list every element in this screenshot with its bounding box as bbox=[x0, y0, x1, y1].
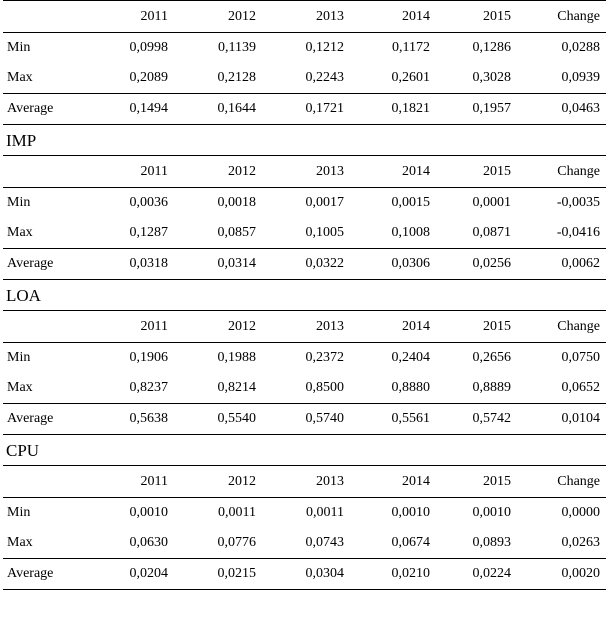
table-cell: 0,5561 bbox=[347, 404, 433, 435]
table-cell: 0,1286 bbox=[472, 40, 511, 55]
table-row bbox=[3, 404, 606, 435]
column-header: 2013 bbox=[259, 156, 347, 188]
table-cell: 0,1005 bbox=[305, 225, 344, 240]
header-label-cell bbox=[3, 466, 107, 498]
column-header: 2013 bbox=[259, 1, 347, 33]
table-cell: 0,0010 bbox=[472, 505, 511, 520]
column-header: 2011 bbox=[107, 1, 171, 33]
table-cell: 0,0010 bbox=[129, 505, 168, 520]
table-cell: 0,2243 bbox=[305, 70, 344, 85]
table-cell: 0,0000 bbox=[561, 505, 600, 520]
row-label: Max bbox=[7, 70, 33, 85]
table-cell: 0,2128 bbox=[217, 70, 256, 85]
table-cell: 0,1644 bbox=[171, 94, 259, 125]
table-cell: 0,0674 bbox=[391, 535, 430, 550]
table-cell: 0,1008 bbox=[391, 225, 430, 240]
column-header: 2014 bbox=[347, 311, 433, 343]
column-header: 2014 bbox=[347, 156, 433, 188]
table-cell: 0,0630 bbox=[129, 535, 168, 550]
table-cell: 0,2656 bbox=[472, 350, 511, 365]
table-cell: 0,2372 bbox=[305, 350, 344, 365]
table-cell: 0,0857 bbox=[217, 225, 256, 240]
section-title: CPU bbox=[6, 441, 40, 460]
table-cell: 0,0215 bbox=[171, 559, 259, 590]
table-cell: 0,0304 bbox=[259, 559, 347, 590]
column-header: 2015 bbox=[433, 466, 514, 498]
row-label: Average bbox=[3, 404, 107, 435]
header-label-cell bbox=[3, 156, 107, 188]
table-cell: 0,1988 bbox=[217, 350, 256, 365]
row-label: Min bbox=[7, 505, 31, 520]
column-header: Change bbox=[514, 466, 606, 498]
table-row bbox=[3, 63, 606, 94]
column-header: 2012 bbox=[171, 156, 259, 188]
table-cell: 0,1172 bbox=[392, 40, 430, 55]
column-header: 2011 bbox=[107, 311, 171, 343]
stats-table bbox=[3, 0, 606, 125]
table-cell: 0,0020 bbox=[514, 559, 606, 590]
column-header: 2011 bbox=[107, 156, 171, 188]
table-cell: 0,0256 bbox=[433, 249, 514, 280]
table-cell: 0,0018 bbox=[217, 195, 256, 210]
table-cell: 0,0010 bbox=[391, 505, 430, 520]
table-cell: 0,8880 bbox=[391, 380, 430, 395]
table-cell: 0,0314 bbox=[171, 249, 259, 280]
table-cell: 0,1957 bbox=[433, 94, 514, 125]
table-cell: 0,0871 bbox=[472, 225, 511, 240]
table-cell: 0,0743 bbox=[305, 535, 344, 550]
table-cell: 0,8500 bbox=[305, 380, 344, 395]
row-label: Max bbox=[7, 535, 33, 550]
column-header: 2015 bbox=[433, 1, 514, 33]
row-label: Average bbox=[3, 559, 107, 590]
column-header: 2012 bbox=[171, 311, 259, 343]
header-row bbox=[3, 311, 606, 343]
table-cell: 0,5742 bbox=[433, 404, 514, 435]
table-cell: 0,0015 bbox=[391, 195, 430, 210]
table-cell: 0,0104 bbox=[514, 404, 606, 435]
table-cell: 0,0463 bbox=[514, 94, 606, 125]
row-label: Max bbox=[7, 380, 33, 395]
table-cell: 0,8237 bbox=[129, 380, 168, 395]
column-header: 2012 bbox=[171, 466, 259, 498]
table-row bbox=[3, 33, 606, 64]
column-header: 2011 bbox=[107, 466, 171, 498]
table-cell: 0,0017 bbox=[305, 195, 344, 210]
header-label-cell bbox=[3, 1, 107, 33]
row-label: Min bbox=[7, 40, 31, 55]
row-label: Average bbox=[3, 94, 107, 125]
table-cell: 0,0652 bbox=[561, 380, 600, 395]
table-row bbox=[3, 373, 606, 404]
column-header: 2014 bbox=[347, 466, 433, 498]
table-cell: 0,0750 bbox=[561, 350, 600, 365]
header-row bbox=[3, 1, 606, 33]
row-label: Max bbox=[7, 225, 33, 240]
table-row bbox=[3, 188, 606, 219]
table-cell: 0,3028 bbox=[472, 70, 511, 85]
row-label: Average bbox=[3, 249, 107, 280]
table-cell: -0,0035 bbox=[556, 195, 600, 210]
column-header: Change bbox=[514, 1, 606, 33]
table-row bbox=[3, 249, 606, 280]
table-cell: 0,0204 bbox=[107, 559, 171, 590]
table-cell: 0,0776 bbox=[217, 535, 256, 550]
table-cell: 0,1906 bbox=[129, 350, 168, 365]
table-row bbox=[3, 218, 606, 249]
table-cell: 0,0011 bbox=[218, 505, 256, 520]
table-cell: 0,1821 bbox=[347, 94, 433, 125]
table-row bbox=[3, 528, 606, 559]
section-title: IMP bbox=[6, 131, 37, 150]
table-row bbox=[3, 343, 606, 374]
table-cell: 0,0210 bbox=[347, 559, 433, 590]
column-header: 2012 bbox=[171, 1, 259, 33]
table-cell: 0,1287 bbox=[129, 225, 168, 240]
table-row bbox=[3, 498, 606, 529]
column-header: 2013 bbox=[259, 311, 347, 343]
table-cell: 0,1494 bbox=[107, 94, 171, 125]
table-cell: 0,0318 bbox=[107, 249, 171, 280]
table-cell: 0,0998 bbox=[129, 40, 168, 55]
table-cell: 0,2601 bbox=[391, 70, 430, 85]
table-cell: -0,0416 bbox=[556, 225, 600, 240]
table-row bbox=[3, 94, 606, 125]
table-cell: 0,0288 bbox=[561, 40, 600, 55]
table-cell: 0,0893 bbox=[472, 535, 511, 550]
stats-table bbox=[3, 465, 606, 590]
table-cell: 0,2404 bbox=[391, 350, 430, 365]
table-row bbox=[3, 559, 606, 590]
stats-table bbox=[3, 310, 606, 435]
table-cell: 0,0306 bbox=[347, 249, 433, 280]
table-cell: 0,0263 bbox=[561, 535, 600, 550]
table-cell: 0,5638 bbox=[107, 404, 171, 435]
table-cell: 0,8889 bbox=[472, 380, 511, 395]
column-header: 2015 bbox=[433, 156, 514, 188]
table-cell: 0,8214 bbox=[217, 380, 256, 395]
stats-table bbox=[3, 155, 606, 280]
table-cell: 0,1212 bbox=[305, 40, 344, 55]
table-cell: 0,2089 bbox=[129, 70, 168, 85]
header-row bbox=[3, 156, 606, 188]
table-cell: 0,1721 bbox=[259, 94, 347, 125]
column-header: 2014 bbox=[347, 1, 433, 33]
header-label-cell bbox=[3, 311, 107, 343]
row-label: Min bbox=[7, 195, 31, 210]
section-title: LOA bbox=[6, 286, 41, 305]
table-cell: 0,0011 bbox=[306, 505, 344, 520]
table-cell: 0,1139 bbox=[218, 40, 256, 55]
table-cell: 0,0939 bbox=[561, 70, 600, 85]
table-cell: 0,0322 bbox=[259, 249, 347, 280]
table-cell: 0,5740 bbox=[259, 404, 347, 435]
table-cell: 0,0224 bbox=[433, 559, 514, 590]
table-cell: 0,0001 bbox=[472, 195, 511, 210]
column-header: Change bbox=[514, 311, 606, 343]
table-cell: 0,0036 bbox=[129, 195, 168, 210]
column-header: 2013 bbox=[259, 466, 347, 498]
column-header: 2015 bbox=[433, 311, 514, 343]
table-cell: 0,5540 bbox=[171, 404, 259, 435]
table-cell: 0,0062 bbox=[514, 249, 606, 280]
column-header: Change bbox=[514, 156, 606, 188]
header-row bbox=[3, 466, 606, 498]
row-label: Min bbox=[7, 350, 31, 365]
